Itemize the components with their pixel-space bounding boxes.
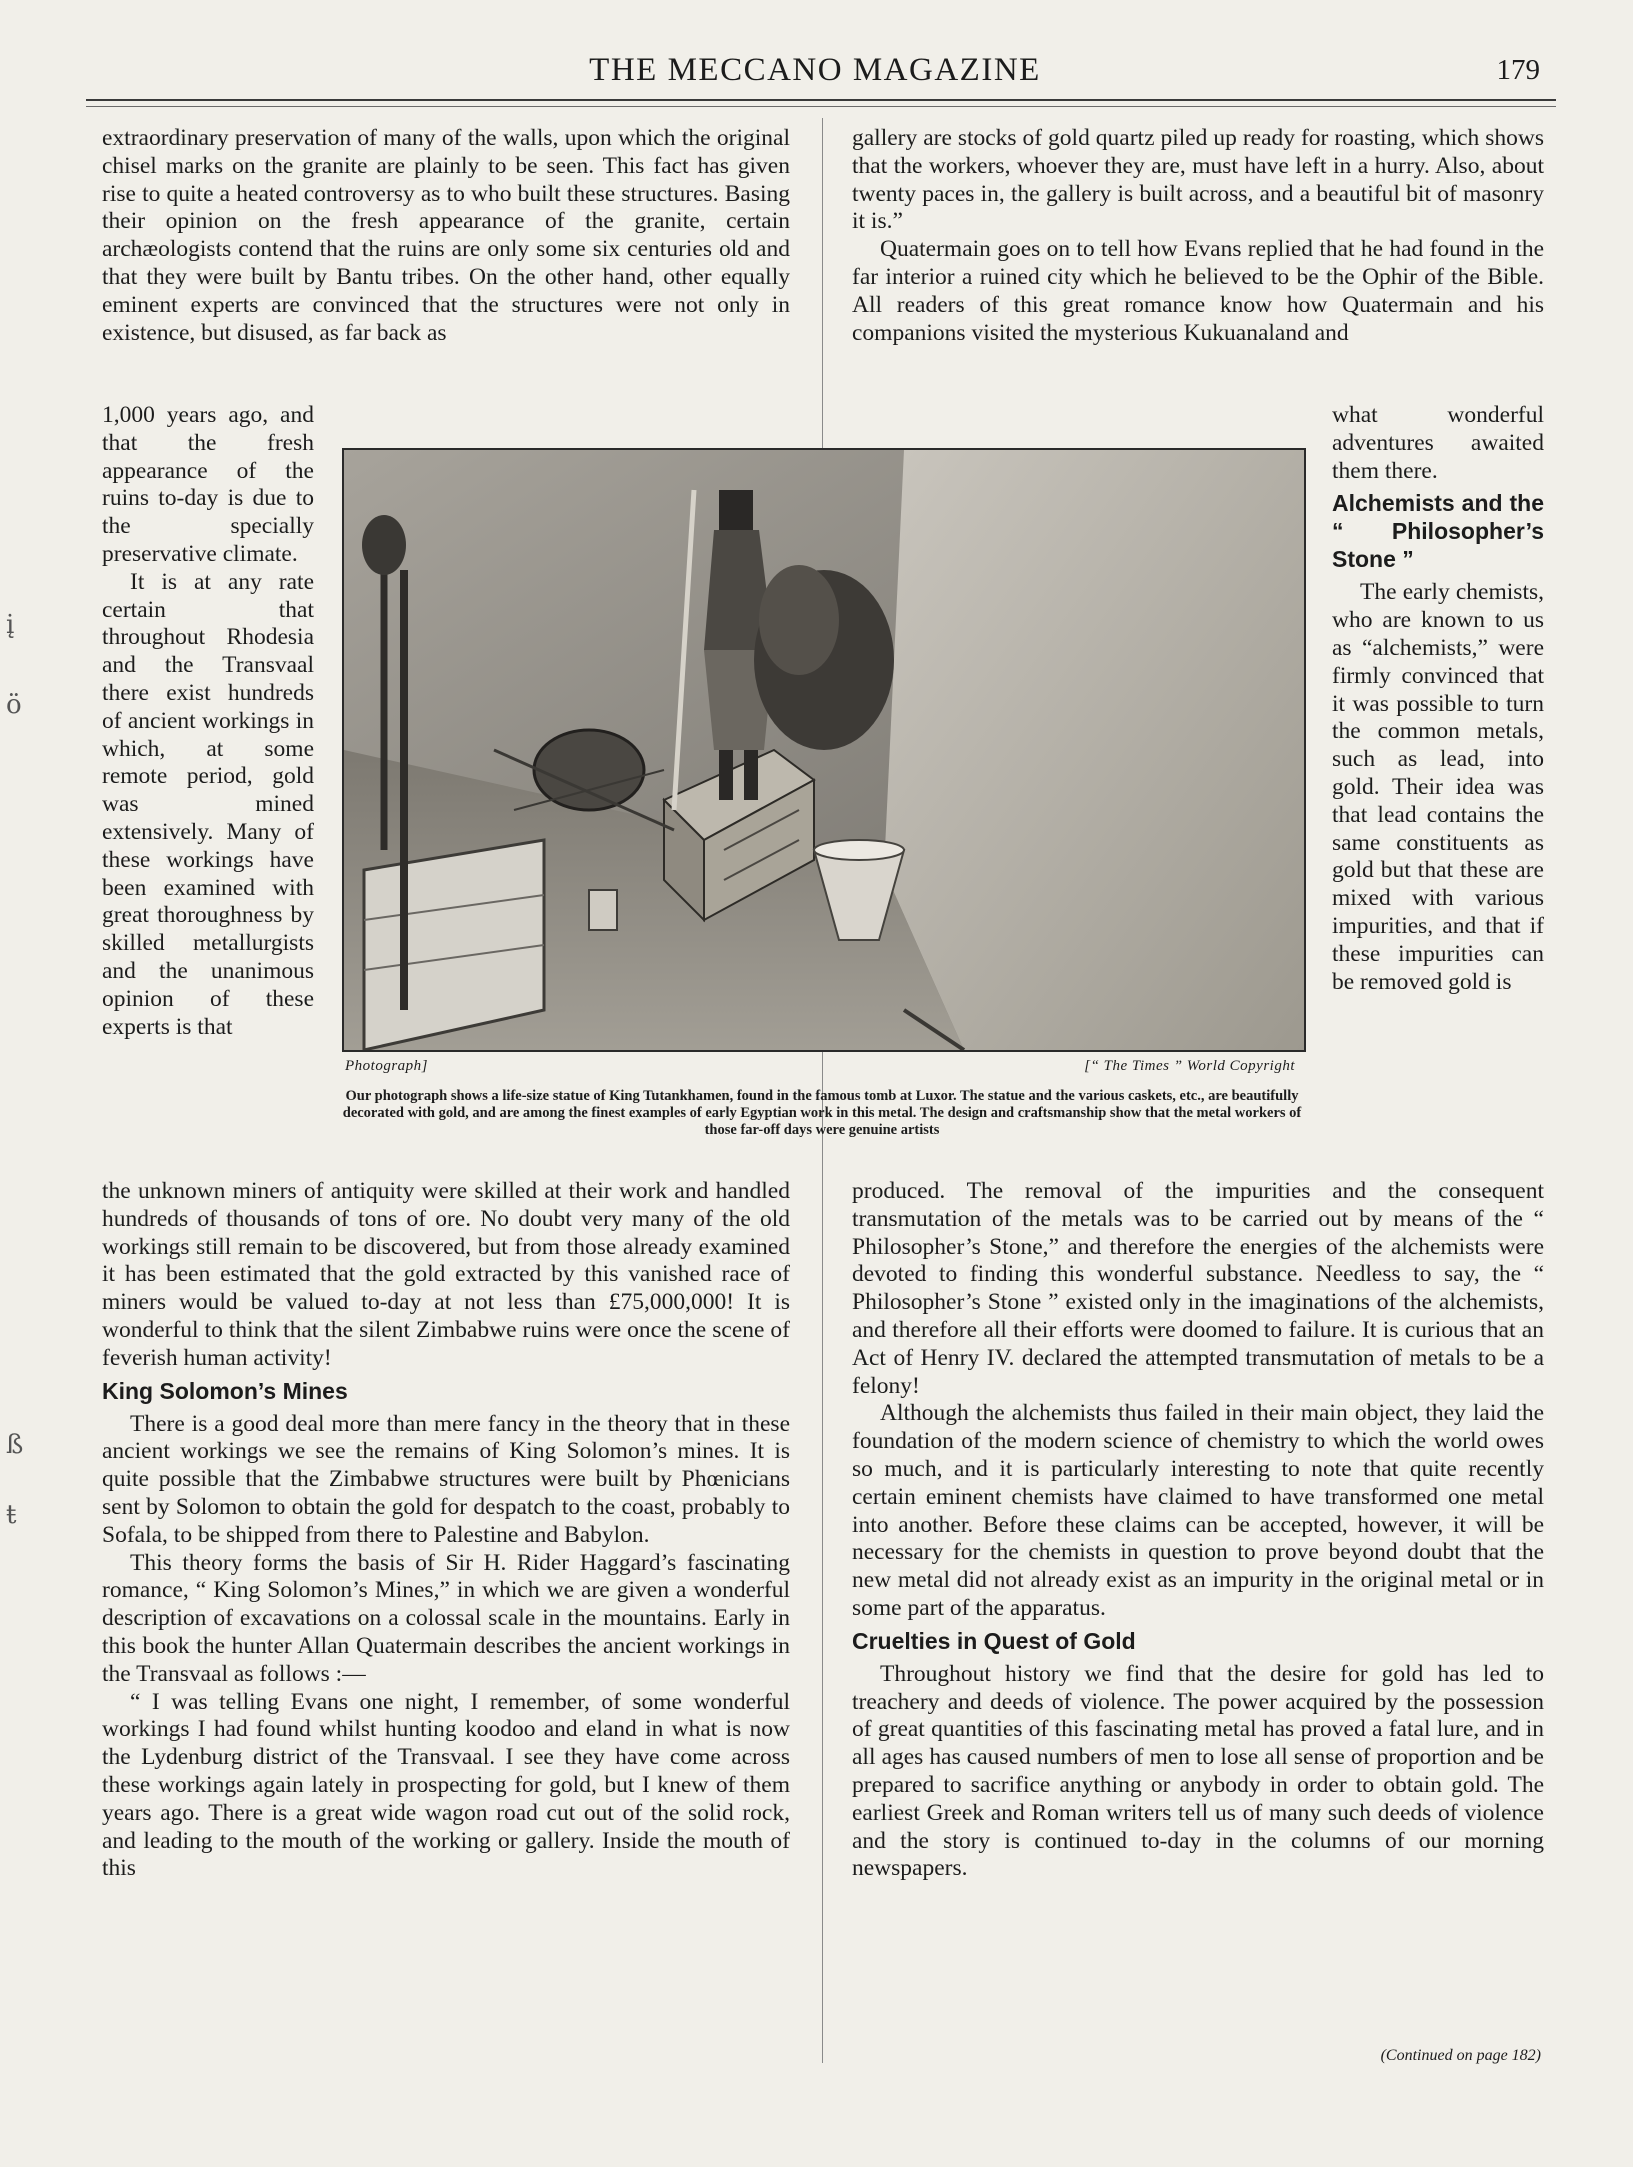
paragraph: The early chemists, who are known to us as “alchemists,” were firmly convinced that it was possible to turn the common metals, such as lead, into gold. Their idea was that lead contains the same constituents as gold but that these are mixed with various impurities, and that if these impurities can be removed gold is [1332, 579, 1544, 995]
header-rule [86, 99, 1556, 101]
paragraph: This theory forms the basis of Sir H. Rider Haggard’s fascinating romance, “ King Solomon’s Mines,” in which we are given a wonderful description of excavations on a colossal scale in the mountains. Early in this book the hunter Allan Quatermain describes the ancient workings in the Transvaal as follows :— [102, 1549, 790, 1687]
tutankhamen-photograph [342, 448, 1306, 1052]
paragraph: “ I was telling Evans one night, I remember, of some wonderful workings I had found whilst hunting koodoo and eland in what is now the Lydenburg district of the Transvaal. I see they have come across these workings again lately in prospecting for gold, but I knew of them years ago. There is a great wide wagon road cut out of the solid rock, and leading to the mouth of the working or gallery. Inside the mouth of this [102, 1688, 790, 1882]
header-rule-thin [86, 106, 1556, 107]
photo-caption: Our photograph shows a life-size statue of King Tutankhamen, found in the famous tomb at Luxor. The statue and the various caskets, etc., are beautifully decorated with gold, and are among the finest examples of early Egyptian work in this metal. The design and craftsmanship show that the metal workers of those far-off days were genuine artists [342, 1088, 1302, 1138]
paragraph: extraordinary preservation of many of the walls, upon which the original chisel marks on the granite are plainly to be seen. This fact has given rise to quite a heated controversy as to who built these structures. Basing their opinion on the fresh appearance of the granite, certain archæologists contend that the ruins are only some six centuries old and that they were built by Bantu tribes. On the other hand, other equally eminent experts are convinced that the structures were not only in existence, but disused, as far back as [102, 125, 790, 346]
left-top-text [102, 125, 790, 347]
masthead [80, 52, 1550, 96]
paragraph: the unknown miners of antiquity were skilled at their work and handled hundreds of thousands of tons of ore. No doubt very many of the old workings still remain to be discovered, but from those already examined it has been estimated that the gold extracted by this vanished race of miners would be valued to-day at not less than £75,000,000! It is wonderful to think that the silent Zimbabwe ruins were once the scene of feverish human activity! [102, 1178, 790, 1371]
paragraph: what wonderful adventures awaited them there. [1332, 402, 1544, 484]
right-narrow-text [1332, 402, 1544, 996]
page-number: 179 [1496, 54, 1540, 86]
paragraph: Although the alchemists thus failed in their main object, they laid the foundation of the modern science of chemistry to which the world owes so much, and it is particularly interesting to note that quite recently certain eminent chemists have claimed to have transformed one metal into another. Before these claims can be accepted, however, it will be necessary for the chemists in question to prove beyond doubt that the new metal did not already exist as an impurity in the original metal or in some part of the apparatus. [852, 1400, 1544, 1621]
paragraph: It is at any rate certain that throughout Rhodesia and the Transvaal there exist hundreds of ancient workings in which, at some remote period, gold was mined extensively. Many of these workings have been examined with great thoroughness by skilled metallurgists and the unanimous opinion of these experts is that [102, 568, 314, 1040]
paragraph: gallery are stocks of gold quartz piled up ready for roasting, which shows that the workers, whoever they are, must have left in a hurry. Also, about twenty paces in, the gallery is built across, and a beautiful bit of masonry it is.” [852, 125, 1544, 235]
section-heading-cruelties: Cruelties in Quest of Gold [852, 1627, 1136, 1654]
section-heading-alchemists: Alchemists and the “ Philosopher’s Stone ” [1332, 490, 1544, 573]
section-heading-king-solomons-mines: King Solomon’s Mines [102, 1377, 348, 1404]
paragraph: 1,000 years ago, and that the fresh appearance of the ruins to-day is due to the specially preservative climate. [102, 402, 314, 567]
left-narrow-text [102, 402, 314, 1041]
paragraph: produced. The removal of the impurities and the consequent transmutation of the metals was to be carried out by means of the “ Philosopher’s Stone,” and therefore the energies of the alchemists were devoted to finding this wonderful substance. Needless to say, the “ Philosopher’s Stone ” existed only in the imaginations of the alchemists, and therefore all their efforts were doomed to failure. It is curious that an Act of Henry IV. declared the attempted transmutation of metals to be a felony! [852, 1178, 1544, 1399]
magazine-title: THE MECCANO MAGAZINE [589, 52, 1041, 88]
photo-illustration [344, 450, 1304, 1050]
right-bottom-text [852, 1178, 1544, 1883]
photo-credit-left: Photograph] [345, 1058, 429, 1074]
paragraph: Throughout history we find that the desire for gold has led to treachery and deeds of violence. The power acquired by the possession of great quantities of this fascinating metal has proved a fatal lure, and in all ages has caused numbers of men to lose all sense of proportion and be prepared to sacrifice anything or anybody in order to obtain gold. The earliest Greek and Roman writers tell us of many such deeds of violence and the story is continued to-day in the columns of our morning newspapers. [852, 1660, 1544, 1882]
paragraph: There is a good deal more than mere fancy in the theory that in these ancient workings we see the remains of King Solomon’s mines. It is quite possible that the Zimbabwe structures were built by Phœnicians sent by Solomon to obtain the gold for despatch to the coast, probably to Sofala, to be shipped from there to Palestine and Babylon. [102, 1410, 790, 1548]
photo-credit-right: [“ The Times ” World Copyright [1084, 1058, 1295, 1074]
left-bottom-text [102, 1178, 790, 1883]
paragraph: Quatermain goes on to tell how Evans replied that he had found in the far interior a ruined city which he believed to be the Ophir of the Bible. All readers of this great romance know how Quatermain and his companions visited the mysterious Kukuanaland and [852, 236, 1544, 346]
right-top-text [852, 125, 1544, 347]
magazine-page: į ö ß ŧ THE MECCANO MAGAZINE 179 extraordinary preservation of many of the walls, upon which the original chisel marks on the granite are plainly to be seen. This fact has given rise to quite a heated controversy as to who built these structures. Basing their opinion on the fresh appearance of the granite, certain archæologists contend that the ruins are only some six centuries old and that they were built by Bantu tribes. On the other hand, other equally eminent experts are convinced that the structures were not only in existence, but disused, as far back as 1,000 years ago, and that the fresh appearance of the ruins to-day is due to the specially preservative climate. It is at any rate certain that throughout Rhodesia and the Transvaal there exist hundreds of ancient workings in which, at some remote period, gold was mined extensively. Many of these workings have been examined with great thoroughness by skilled metallurgists and the unanimous opinion of these experts is that the unknown miners of antiquity were skilled at their work and handled hundreds of thousands of tons of ore. No doubt very many of the old workings still remain to be discovered, but from those already examined it has been estimated that the gold extracted by this vanished race of miners would be valued to-day at not less than £75,000,000! It is wonderful to think that the silent Zimbabwe ruins were once the scene of feverish human activity! King Solomon’s Mines There is a good deal more than mere fancy in the theory that in these ancient workings we see the remains of King Solomon’s mines. It is quite possible that the Zimbabwe structures were built by Phœnicians sent by Solomon to obtain the gold for despatch to the coast, probably to Sofala, to be shipped from there to Palestine and Babylon. This theory forms the basis of Sir H. Rider Haggard’s fascinating romance, “ King Solomon’s Mines,” in which we are given a wonderful description of excavations on a colossal scale in the mountains. Early in this book the hunter Allan Quatermain describes the ancient workings in the Transvaal as follows :— “ I was telling Evans one night, I remember, of some wonderful workings I had found whilst hunting koodoo and eland in what is now the Lydenburg district of the Transvaal. I see they have come across these workings again lately in prospecting for gold, but I knew of them years ago. There is a great wide wagon road cut out of the solid rock, and leading to the mouth of the working or gallery. Inside the mouth of this gallery are stocks of gold quartz piled up ready for roasting, which shows that the workers, whoever they are, must have left in a hurry. Also, about twenty paces in, the gallery is built across, and a beautiful bit of masonry it is.” Quatermain goes on to tell how Evans replied that he had found in the far interior a ruined city which he believed to be the Ophir of the Bible. All readers of this great romance know how Quatermain and his companions visited the mysterious Kukuanaland and what wonderful adventures awaited them there. Alchemists and the “ Philosopher’s Stone ” The early chemists, who are known to us as “alchemists,” were firmly convinced that it was possible to turn the common metals, such as lead, into gold. Their idea was that lead contains the same constituents as gold but that these are mixed with various impurities, and that if these impurities can be removed gold is produced. The removal of the impurities and the consequent transmutation of the metals was to be carried out by means of the “ Philosopher’s Stone,” and therefore the energies of the alchemists were devoted to finding this wonderful substance. Needless to say, the “ Philosopher’s Stone ” existed only in the imaginations of the alchemists, and therefore all their efforts were doomed to failure. It is curious that an Act of Henry IV. declared the attempted transmutation of metals to be a felony! Although the alchemists thus failed in their main object, they laid the foundation of the modern science of chemistry to which the world owes so much, and it is particularly interesting to note that quite recently certain eminent chemists have claimed to have transformed one metal into another. Before these claims can be accepted, however, it will be necessary for the chemists in question to prove beyond doubt that the new metal did not already exist as an impurity in the original metal or in some part of the apparatus. Cruelties in Quest of Gold Throughout history we find that the desire for gold has led to treachery and deeds of violence. The power acquired by the possession of great quantities of this fascinating metal has proved a fatal lure, and in all ages has caused numbers of men to lose all sense of proportion and be prepared to sacrifice anything or anybody in order to obtain gold. The earliest Greek and Roman writers tell us of many such deeds of violence and the story is continued to-day in the columns of our morning newspapers. (Continued on page 182) Photograph] [“ The Times ” World Copyright Our photograph shows a life-size statue of King Tutankhamen, found in the famous tomb at Luxor. The statue and the various caskets, etc., are beautifully decorated with gold, and are among the finest examples of early Egyptian work in this metal. The design and craftsmanship show that the metal workers of those far-off days were genuine artists [0, 0, 1633, 2167]
continued-note: (Continued on page 182) [1380, 2047, 1541, 2064]
